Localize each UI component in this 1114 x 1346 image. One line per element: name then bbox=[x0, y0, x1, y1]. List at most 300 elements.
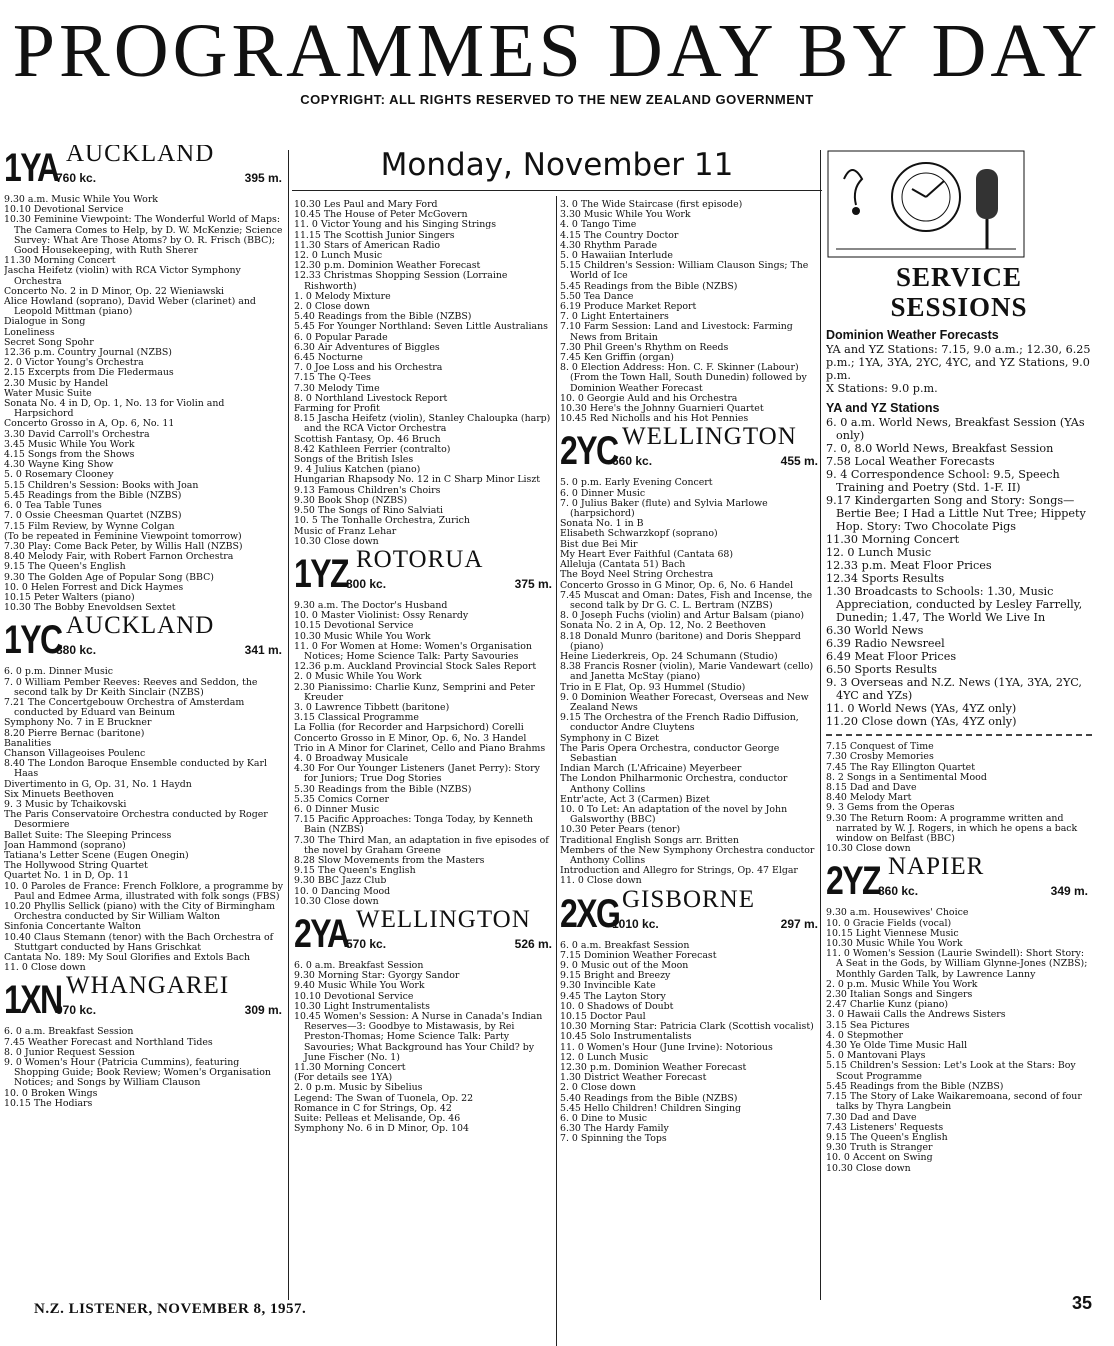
programme-item: 2. 0 Close down bbox=[294, 301, 370, 313]
programme-item: 9.15 The Queen's English bbox=[294, 865, 416, 877]
programme-item: 7.30 Phil Green's Rhythm on Reeds bbox=[560, 341, 729, 353]
programme-item: 12. 0 Lunch Music bbox=[294, 250, 383, 262]
ya-yz-stations-list bbox=[826, 416, 1092, 728]
programme-item: 11.30 Morning Concert bbox=[4, 255, 116, 267]
programme-item: 12.36 p.m. Auckland Provincial Stock Sales Report bbox=[294, 661, 537, 673]
programme-item: 12. 0 Lunch Music bbox=[560, 1051, 649, 1063]
programme-item: 11. 0 Close down bbox=[560, 875, 642, 887]
programme-item: 6.19 Produce Market Report bbox=[560, 301, 697, 313]
column-divider-2 bbox=[556, 196, 557, 1346]
programme-item: The Paris Opera Orchestra, conductor George Sebastian bbox=[560, 742, 780, 764]
programme-item: 3.30 Music While You Work bbox=[560, 209, 691, 221]
programme-item: 7.21 The Concertgebouw Orchestra of Amsterdam conducted by Eduard van Beinum bbox=[4, 696, 245, 719]
programme-item: 2. 0 p.m. Music by Sibelius bbox=[294, 1082, 423, 1094]
programme-item: 10. 0 Gracie Fields (vocal) bbox=[826, 917, 952, 929]
service-item: 7. 0, 8.0 World News, Breakfast Session bbox=[826, 442, 1054, 456]
programme-item: 9.13 Famous Children's Choirs bbox=[294, 484, 441, 496]
programme-item: 9.15 The Queen's English bbox=[826, 1131, 948, 1143]
programme-item: Sonata No. 1 in B bbox=[560, 518, 644, 530]
programme-item: 10.15 The Hodiars bbox=[4, 1097, 93, 1109]
programme-item: Songs of the British Isles bbox=[294, 454, 414, 466]
programme-item: 7. 0 Spinning the Tops bbox=[560, 1133, 667, 1145]
programme-item: Farming for Profit bbox=[294, 403, 380, 415]
programme-item: Six Minuets Beethoven bbox=[4, 788, 114, 800]
programme-item: 10.20 Phyllis Sellick (piano) with the City of Birmingham Orchestra conducted by Sir William Walton bbox=[4, 901, 275, 923]
day-title: Monday, November 11 bbox=[380, 147, 734, 183]
programme-item: 9. 0 Music out of the Moon bbox=[560, 960, 689, 971]
service-item: 11.20 Close down (YAs, 4YZ only) bbox=[826, 715, 1017, 729]
programme-item: 7.45 Ken Griffin (organ) bbox=[560, 352, 674, 364]
service-sessions-title: SERVICE SESSIONS bbox=[890, 262, 1028, 323]
column-3 bbox=[560, 200, 822, 1305]
ya-yz-stations-heading: YA and YZ Stations bbox=[826, 401, 940, 416]
programme-item: Traditional English Songs arr. Britten bbox=[560, 834, 739, 846]
programme-item: 10.30 Peter Pears (tenor) bbox=[560, 824, 681, 836]
programme-item: 1.30 District Weather Forecast bbox=[560, 1072, 707, 1084]
station-wavelength: 349 m. bbox=[1050, 884, 1088, 899]
day-title-rule bbox=[292, 190, 822, 191]
programme-item: 10.30 The Bobby Enevoldsen Sextet bbox=[4, 602, 176, 614]
programme-item: 8.40 Melody Fair, with Robert Farnon Orchestra bbox=[4, 551, 234, 563]
programme-item: Alleluja (Cantata 51) Bach bbox=[560, 559, 686, 571]
station-header-1ya bbox=[4, 147, 286, 191]
programme-list-1yz bbox=[294, 601, 556, 907]
programme-item: 7.30 The Third Man, an adaptation in five episodes of the novel by Graham Greene bbox=[294, 834, 549, 856]
station-code: 1YZ bbox=[294, 551, 348, 596]
programme-item: Sonata No. 2 in A, Op. 12, No. 2 Beethoven bbox=[560, 620, 766, 632]
radio-microphone-illustration bbox=[826, 149, 1026, 259]
station-frequency: 800 kc. bbox=[346, 576, 387, 591]
station-wavelength: 341 m. bbox=[244, 643, 282, 658]
station-wavelength: 526 m. bbox=[514, 937, 552, 951]
programme-item: 9.15 Bright and Breezy bbox=[560, 970, 671, 982]
service-item: 12. 0 Lunch Music bbox=[826, 546, 932, 560]
programme-item: 12.30 p.m. Dominion Weather Forecast bbox=[560, 1062, 747, 1074]
programme-item: 10.15 Devotional Service bbox=[294, 620, 414, 632]
programme-item: 8. 2 Songs in a Sentimental Mood bbox=[826, 771, 987, 783]
programme-item: 3.15 Sea Pictures bbox=[826, 1019, 910, 1031]
programme-item: 7.15 The Q-Tees bbox=[294, 372, 371, 384]
station-frequency: 1010 kc. bbox=[612, 916, 659, 931]
programme-item: Concerto Grosso in E Minor, Op. 6, No. 3 Handel bbox=[294, 732, 527, 744]
programme-item: 2. 0 Close down bbox=[560, 1082, 636, 1094]
programme-item: 2. 0 p.m. Music While You Work bbox=[826, 978, 978, 990]
programme-item: 10.40 Claus Stemann (tenor) with the Bach Orchestra of Stuttgart conducted by Hans Grischkat bbox=[4, 931, 274, 953]
station-city: GISBORNE bbox=[622, 885, 756, 913]
programme-item: 9.40 Music While You Work bbox=[294, 980, 425, 992]
programme-item: 6.30 The Hardy Family bbox=[560, 1123, 669, 1135]
programme-item: Jascha Heifetz (violin) with RCA Victor Symphony Orchestra bbox=[4, 265, 241, 287]
programme-item: 6. 0 Dinner Music bbox=[560, 487, 646, 499]
programme-item: 4. 0 Broadway Musicale bbox=[294, 752, 409, 764]
programme-item: 10.15 Peter Walters (piano) bbox=[4, 591, 135, 603]
programme-item: Cantata No. 189: My Soul Glorifies and Extols Bach bbox=[4, 952, 251, 964]
programme-item: 5.45 Readings from the Bible (NZBS) bbox=[4, 489, 182, 501]
programme-item: 7. 0 Ossie Cheesman Quartet (NZBS) bbox=[4, 510, 182, 522]
programme-item: Concerto Grosso in G Minor, Op. 6, No. 6 Handel bbox=[560, 579, 794, 591]
programme-item: 4.30 Wayne King Show bbox=[4, 459, 114, 471]
programme-item: 2.30 Italian Songs and Singers bbox=[826, 989, 973, 1001]
programme-item: Suite: Pelleas et Melisande, Op. 46 bbox=[294, 1113, 461, 1125]
programme-list-continued bbox=[560, 200, 822, 424]
station-frequency: 880 kc. bbox=[56, 643, 97, 658]
station-header-1yc bbox=[4, 612, 286, 663]
programme-item: Alice Howland (soprano), David Weber (clarinet) and Leopold Mittman (piano) bbox=[4, 296, 256, 318]
service-item: 9.17 Kindergarten Song and Story: Songs—Bertie Bee; I Had a Little Nut Tree; Hippety Hop. Story: Two Chocolate Pigs bbox=[826, 494, 1086, 534]
station-wavelength: 455 m. bbox=[780, 454, 818, 469]
programme-item: 7.43 Listeners' Requests bbox=[826, 1121, 944, 1133]
programme-item: The Boyd Neel String Orchestra bbox=[560, 569, 714, 581]
programme-item: 8.28 Slow Movements from the Masters bbox=[294, 854, 485, 866]
programme-item: 10.15 Light Viennese Music bbox=[826, 927, 959, 939]
programme-item: 8.40 The London Baroque Ensemble conducted by Karl Haas bbox=[4, 758, 267, 780]
programme-item: 10.30 Music While You Work bbox=[826, 938, 963, 950]
programme-item: 5.45 For Younger Northland: Seven Little Australians bbox=[294, 321, 548, 333]
programme-item: 6. 0 a.m. Breakfast Session bbox=[294, 960, 424, 971]
programme-item: 8.42 Kathleen Ferrier (contralto) bbox=[294, 443, 451, 455]
station-frequency: 860 kc. bbox=[878, 884, 919, 899]
programme-item: 7.30 Dad and Dave bbox=[826, 1111, 917, 1123]
station-city: NAPIER bbox=[888, 853, 985, 881]
programme-item: 10.30 Close down bbox=[826, 843, 911, 855]
programme-item: 9.15 The Queen's English bbox=[4, 561, 126, 573]
weather-forecasts-heading: Dominion Weather Forecasts bbox=[826, 328, 999, 343]
programme-list-2yz bbox=[826, 908, 1092, 1173]
programme-item: (To be repeated in Feminine Viewpoint tomorrow) bbox=[4, 530, 242, 542]
station-city: AUCKLAND bbox=[66, 612, 215, 640]
programme-item: 8.15 Dad and Dave bbox=[826, 782, 917, 794]
service-item: 7.58 Local Weather Forecasts bbox=[826, 455, 995, 469]
station-city: AUCKLAND bbox=[66, 145, 215, 167]
station-wavelength: 395 m. bbox=[244, 171, 282, 185]
programme-item: 2.15 Excerpts from Die Fledermaus bbox=[4, 367, 174, 379]
programme-item: Loneliness bbox=[4, 326, 55, 338]
programme-item: 7.10 Farm Session: Land and Livestock: Farming News from Britain bbox=[560, 321, 793, 343]
programme-item: 1. 0 Melody Mixture bbox=[294, 290, 391, 302]
programme-item: 11. 0 Women's Session (Laurie Swindell): Short Story: A Seat in the Gods, by William Glynne-Jones (NZBS); Monthly Garden Talk, by Lawrence Lanny bbox=[826, 948, 1088, 980]
publication-footer: N.Z. LISTENER, NOVEMBER 8, 1957. bbox=[34, 1301, 307, 1317]
programme-item: 11.30 Morning Concert bbox=[294, 1062, 406, 1074]
programme-item: 6. 0 Tea Table Tunes bbox=[4, 500, 102, 512]
station-city: ROTORUA bbox=[356, 545, 484, 573]
programme-item: 10.45 Red Nicholls and his Hot Pennies bbox=[560, 413, 749, 425]
masthead-title: PROGRAMMES DAY BY DAY bbox=[12, 9, 1102, 93]
programme-item: 5.15 Children's Session: Let's Look at the Stars: Boy Scout Programme bbox=[826, 1060, 1076, 1082]
station-code: 2YC bbox=[560, 429, 618, 474]
service-item: 6. 0 a.m. World News, Breakfast Session (YAs only) bbox=[826, 416, 1085, 443]
programme-item: Introduction and Allegro for Strings, Op. 47 Elgar bbox=[560, 865, 798, 877]
weather-x-stations-text: X Stations: 9.0 p.m. bbox=[826, 382, 938, 396]
programme-item: 11.15 The Scottish Junior Singers bbox=[294, 229, 455, 241]
programme-item: 12.30 p.m. Dominion Weather Forecast bbox=[294, 260, 481, 272]
programme-item: 10. 0 Master Violinist: Ossy Renardy bbox=[294, 610, 469, 622]
programme-item: 11. 0 For Women at Home: Women's Organisation Notices; Home Science Talk: Party Savouries bbox=[294, 640, 532, 662]
programme-item: 9.30 The Golden Age of Popular Song (BBC) bbox=[4, 571, 214, 583]
programme-item: Symphony No. 7 in E Bruckner bbox=[4, 717, 152, 729]
column-4 bbox=[826, 145, 1092, 1305]
column-2 bbox=[294, 200, 556, 1305]
programme-item: 9. 3 Music by Tchaikovski bbox=[4, 798, 127, 810]
programme-item: 7. 0 Julius Baker (flute) and Sylvia Marlowe (harpsichord) bbox=[560, 497, 768, 520]
programme-item: 10.15 Doctor Paul bbox=[560, 1011, 646, 1023]
programme-item: Entr'acte, Act 3 (Carmen) Bizet bbox=[560, 793, 710, 805]
programme-item: Trio in A Minor for Clarinet, Cello and Piano Brahms bbox=[294, 742, 546, 754]
programme-item: 9.30 Book Shop (NZBS) bbox=[294, 494, 408, 506]
station-code: 2YA bbox=[294, 912, 349, 956]
programme-item: 7.45 Weather Forecast and Northland Tides bbox=[4, 1036, 213, 1048]
programme-item: 9. 0 Dominion Weather Forecast, Overseas and New Zealand News bbox=[560, 691, 809, 713]
programme-item: 7.30 Crosby Memories bbox=[826, 751, 934, 763]
programme-item: 10.30 Here's the Johnny Guarnieri Quartet bbox=[560, 403, 764, 415]
programme-item: 5. 0 p.m. Early Evening Concert bbox=[560, 477, 713, 489]
programme-list-2yc bbox=[560, 478, 822, 886]
programme-item: 5.15 Children's Session: Books with Joan bbox=[4, 479, 199, 491]
programme-item: Concerto Grosso in A, Op. 6, No. 11 bbox=[4, 418, 175, 430]
station-header-2xg bbox=[560, 885, 822, 937]
programme-item: 3. 0 Lawrence Tibbett (baritone) bbox=[294, 701, 450, 713]
programme-item: 10. 5 The Tonhalle Orchestra, Zurich bbox=[294, 515, 470, 527]
programme-item: 10. 0 Broken Wings bbox=[4, 1087, 98, 1099]
programme-item: 9.30 Truth is Stranger bbox=[826, 1142, 933, 1154]
programme-item: Bist due Bei Mir bbox=[560, 538, 638, 550]
station-code: 1XN bbox=[4, 978, 62, 1023]
programme-item: 9.30 BBC Jazz Club bbox=[294, 875, 387, 887]
programme-item: 11. 0 Close down bbox=[4, 962, 86, 974]
service-item: 11. 0 World News (YAs, 4YZ only) bbox=[826, 702, 1017, 716]
programme-item: 8. 0 Northland Livestock Report bbox=[294, 392, 448, 404]
programme-item: 10.10 Devotional Service bbox=[4, 204, 124, 216]
station-wavelength: 309 m. bbox=[244, 1003, 282, 1018]
programme-item: Secret Song Spohr bbox=[4, 336, 94, 348]
programme-item: 9.30 a.m. Housewives' Choice bbox=[826, 907, 969, 919]
programme-item: Tatiana's Letter Scene (Eugen Onegin) bbox=[4, 849, 189, 861]
programme-item: 6. 0 Dinner Music bbox=[294, 803, 380, 815]
programme-item: Sinfonia Concertante Walton bbox=[4, 921, 141, 933]
programme-item: (For details see 1YA) bbox=[294, 1072, 393, 1084]
programme-item: 7.15 The Story of Lake Waikaremoana, second of four talks by Thyra Langbein bbox=[826, 1091, 1082, 1113]
programme-item: 5. 0 Rosemary Clooney bbox=[4, 469, 114, 481]
programme-item: 5.30 Readings from the Bible (NZBS) bbox=[294, 783, 472, 795]
programme-item: 5. 0 Hawaiian Interlude bbox=[560, 250, 673, 262]
programme-item: 10. 0 Accent on Swing bbox=[826, 1152, 933, 1164]
station-frequency: 760 kc. bbox=[56, 171, 97, 185]
programme-item: 10.45 Solo Instrumentalists bbox=[560, 1031, 692, 1043]
programme-item: 12.36 p.m. Country Journal (NZBS) bbox=[4, 347, 172, 359]
programme-item: 9.30 a.m. The Doctor's Husband bbox=[294, 599, 448, 611]
programme-item: 10.30 Feminine Viewpoint: The Wonderful World of Maps: The Camera Comes to Help, by D. W. McKenzie; Science Survey: What Are Those Atoms? by O. R. Frisch (BBC); Good Housekeeping, with Ruth Sherer bbox=[4, 214, 283, 257]
programme-item: 10.30 Close down bbox=[294, 535, 379, 547]
programme-item: Romance in C for Strings, Op. 42 bbox=[294, 1102, 452, 1114]
programme-item: 10.30 Close down bbox=[826, 1162, 911, 1174]
programme-item: 10.30 Music While You Work bbox=[294, 630, 431, 642]
programme-item: 6.30 Air Adventures of Biggles bbox=[294, 341, 440, 353]
programme-item: Symphony in C Bizet bbox=[560, 732, 659, 744]
station-city: WELLINGTON bbox=[622, 423, 797, 451]
programme-item: 10. 0 To Let: An adaptation of the novel by John Galsworthy (BBC) bbox=[560, 803, 788, 826]
programme-item: 10.45 The House of Peter McGovern bbox=[294, 209, 468, 221]
programme-item: Chanson Villageoises Poulenc bbox=[4, 747, 146, 759]
programme-item: 8. 0 Joseph Fuchs (violin) and Artur Balsam (piano) bbox=[560, 610, 805, 622]
programme-list-1yc bbox=[4, 667, 286, 973]
programme-item: 6. 0 Dine to Music bbox=[560, 1113, 648, 1125]
programme-item: 7. 0 William Pember Reeves: Reeves and Seddon, the second talk by Dr Keith Sinclair (NZBS) bbox=[4, 676, 258, 698]
programme-item: 9.50 The Songs of Rino Salviati bbox=[294, 505, 444, 517]
copyright-notice: COPYRIGHT: ALL RIGHTS RESERVED TO THE NEW ZEALAND GOVERNMENT bbox=[300, 92, 814, 107]
programme-item: My Heart Ever Faithful (Cantata 68) bbox=[560, 548, 734, 560]
programme-item: Dialogue in Song bbox=[4, 316, 86, 328]
programme-item: Trio in E Flat, Op. 93 Hummel (Studio) bbox=[560, 681, 746, 693]
programme-item: 9. 0 Women's Hour (Patricia Cummins), featuring Shopping Guide; Book Review; Women's Organisation Notices; and Songs by William Clauson bbox=[4, 1057, 271, 1089]
station-code: 2YZ bbox=[826, 859, 880, 904]
programme-item: 10. 0 Helen Forrest and Dick Haymes bbox=[4, 581, 184, 593]
programme-item: Joan Hammond (soprano) bbox=[4, 839, 126, 851]
programme-item: 10. 0 Shadows of Doubt bbox=[560, 1000, 674, 1012]
station-code: 2XG bbox=[560, 891, 620, 936]
programme-item: Hungarian Rhapsody No. 12 in C Sharp Minor Liszt bbox=[294, 474, 541, 486]
programme-item: 3. 0 Hawaii Calls the Andrews Sisters bbox=[826, 1009, 1006, 1021]
programme-item: Ballet Suite: The Sleeping Princess bbox=[4, 829, 172, 841]
programme-item: 5.45 Readings from the Bible (NZBS) bbox=[560, 280, 738, 292]
programme-item: 10. 0 Georgie Auld and his Orchestra bbox=[560, 392, 738, 404]
page-number: 35 bbox=[1071, 1293, 1092, 1313]
programme-item: 7. 0 Joe Loss and his Orchestra bbox=[294, 362, 443, 374]
programme-item: 7. 0 Light Entertainers bbox=[560, 311, 669, 323]
station-code: 1YC bbox=[4, 618, 62, 663]
station-header-1yz bbox=[294, 545, 556, 597]
weather-forecasts-text: YA and YZ Stations: 7.15, 9.0 a.m.; 12.30, 6.25 p.m.; 1YA, 3YA, 2YC, 4YC, and YZ Stations, 9.0 p.m. bbox=[826, 343, 1091, 383]
programme-item: 6. 0 Popular Parade bbox=[294, 331, 388, 343]
programme-item: Music of Franz Lehar bbox=[294, 525, 397, 537]
programme-item: The Hollywood String Quartet bbox=[4, 860, 148, 872]
programme-item: 4.30 Rhythm Parade bbox=[560, 239, 658, 251]
programme-item: Banalities bbox=[4, 737, 52, 749]
service-item: 11.30 Morning Concert bbox=[826, 533, 960, 547]
programme-item: 10.10 Devotional Service bbox=[294, 990, 414, 1002]
programme-item: 9.15 The Orchestra of the French Radio Diffusion, conductor Andre Cluytens bbox=[560, 712, 799, 734]
programme-item: 5.15 Children's Session: William Clauson Sings; The World of Ice bbox=[560, 260, 809, 282]
programme-item: 7.45 The Ray Ellington Quartet bbox=[826, 761, 975, 773]
programme-item: 11. 0 Victor Young and his Singing Strings bbox=[294, 219, 497, 231]
programme-item: 5.40 Readings from the Bible (NZBS) bbox=[294, 311, 472, 323]
programme-item: 8.20 Pierre Bernac (baritone) bbox=[4, 727, 145, 739]
station-wavelength: 297 m. bbox=[780, 916, 818, 931]
station-wavelength: 375 m. bbox=[514, 576, 552, 591]
service-item: 1.30 Broadcasts to Schools: 1.30, Music Appreciation, conducted by Lesley Farrelly, Dunedin; 1.47, The World We Live In bbox=[826, 585, 1083, 625]
programme-item: 10.45 Women's Session: A Nurse in Canada's Indian Reserves—3: Goodbye to Mistawasis, by Rei Preston-Thomas; Home Science Talk: Party Savouries; What Background has Your Child? by June Fischer (No. 1) bbox=[294, 1011, 543, 1063]
programme-item: 8.15 Jascha Heifetz (violin), Stanley Chaloupka (harp) and the RCA Victor Orchestra bbox=[294, 413, 551, 435]
programme-item: 9. 4 Julius Katchen (piano) bbox=[294, 464, 421, 476]
programme-item: 9.30 a.m. Music While You Work bbox=[4, 194, 158, 205]
programme-item: 3.30 David Carroll's Orchestra bbox=[4, 428, 150, 440]
programme-item: 5.45 Readings from the Bible (NZBS) bbox=[826, 1080, 1004, 1092]
programme-list-2xg bbox=[560, 941, 822, 1145]
programme-item: 10.30 Light Instrumentalists bbox=[294, 1000, 430, 1012]
service-item: 12.34 Sports Results bbox=[826, 572, 945, 586]
service-item: 12.33 p.m. Meat Floor Prices bbox=[826, 559, 992, 573]
programme-item: 12.33 Christmas Shopping Session (Lorraine Rishworth) bbox=[294, 270, 508, 292]
programme-item: 4.30 Ye Olde Time Music Hall bbox=[826, 1040, 968, 1052]
programme-item: The London Philharmonic Orchestra, conductor Anthony Collins bbox=[560, 773, 788, 795]
programme-item: The Paris Conservatoire Orchestra conducted by Roger Desormiere bbox=[4, 809, 268, 831]
programme-item: La Follia (for Recorder and Harpsichord) Corelli bbox=[294, 722, 524, 734]
station-header-2yz bbox=[826, 853, 1092, 904]
programme-item: 10.30 Les Paul and Mary Ford bbox=[294, 200, 438, 210]
programme-item: 5.35 Comics Corner bbox=[294, 793, 389, 805]
programme-item: 9.30 Morning Star: Gyorgy Sandor bbox=[294, 970, 460, 982]
station-frequency: 660 kc. bbox=[612, 454, 653, 469]
section-divider bbox=[826, 734, 1092, 736]
programme-item: 7.30 Play: Come Back Peter, by Willis Hall (NZBS) bbox=[4, 540, 243, 552]
programme-item: Quartet No. 1 in D, Op. 11 bbox=[4, 870, 130, 882]
programme-list-continued-col4 bbox=[826, 742, 1092, 854]
station-header-2ya bbox=[294, 906, 556, 957]
programme-item: Water Music Suite bbox=[4, 387, 92, 399]
station-code: 1YA bbox=[4, 146, 59, 190]
programme-item: 8. 0 Election Address: Hon. C. F. Skinner (Labour) (From the Town Hall, South Dunedin) followed by Dominion Weather Forecast bbox=[560, 362, 807, 394]
programme-item: 2.30 Pianissimo: Charlie Kunz, Semprini and Peter Kreuder bbox=[294, 681, 535, 703]
programme-item: Scottish Fantasy, Op. 46 Bruch bbox=[294, 433, 441, 445]
programme-item: 4.15 Songs from the Shows bbox=[4, 449, 135, 461]
programme-item: 5.50 Tea Dance bbox=[560, 290, 634, 302]
programme-item: 4. 0 Tango Time bbox=[560, 219, 637, 231]
programme-item: 8.40 Melody Mart bbox=[826, 792, 912, 804]
programme-item: 3.15 Classical Programme bbox=[294, 712, 419, 724]
programme-item: 7.30 Melody Time bbox=[294, 382, 380, 394]
programme-item: 5.45 Hello Children! Children Singing bbox=[560, 1102, 741, 1114]
programme-list-1ya bbox=[4, 195, 286, 613]
programme-item: Indian March (L'Africaine) Meyerbeer bbox=[560, 763, 742, 775]
programme-item: 11.30 Stars of American Radio bbox=[294, 239, 441, 251]
programme-item: 6. 0 a.m. Breakfast Session bbox=[4, 1026, 134, 1038]
programme-item: 8. 0 Junior Request Session bbox=[4, 1046, 135, 1058]
station-header-1xn bbox=[4, 972, 286, 1023]
programme-item: 4.15 The Country Doctor bbox=[560, 229, 679, 241]
service-item: 6.49 Meat Floor Prices bbox=[826, 650, 957, 664]
programme-item: 9.30 Invincible Kate bbox=[560, 980, 656, 992]
programme-item: 7.15 Dominion Weather Forecast bbox=[560, 949, 717, 961]
programme-item: 9.45 The Layton Story bbox=[560, 990, 666, 1002]
programme-item: 11. 0 Women's Hour (June Irvine): Notorious bbox=[560, 1041, 773, 1053]
programme-item: 5. 0 Mantovani Plays bbox=[826, 1050, 926, 1062]
programme-item: Legend: The Swan of Tuonela, Op. 22 bbox=[294, 1092, 474, 1104]
programme-item: Sonata No. 4 in D, Op. 1, No. 13 for Violin and Harpsichord bbox=[4, 398, 225, 420]
programme-list-2ya bbox=[294, 961, 556, 1134]
station-city: WELLINGTON bbox=[356, 906, 531, 933]
programme-item: 4. 0 Stepmother bbox=[826, 1029, 903, 1041]
column-divider-1 bbox=[288, 150, 289, 1300]
station-city: WHANGAREI bbox=[66, 972, 230, 1000]
service-item: 9. 3 Overseas and N.Z. News (1YA, 3YA, 2YC, 4YC and YZs) bbox=[826, 676, 1082, 703]
programme-item: 5.40 Readings from the Bible (NZBS) bbox=[560, 1092, 738, 1104]
programme-item: 9.30 The Return Room: A programme written and narrated by W. J. Rogers, in which he opens a back window on Belfast (BBC) bbox=[826, 812, 1078, 845]
programme-list-1xn bbox=[4, 1027, 286, 1109]
programme-item: 2.30 Music by Handel bbox=[4, 377, 109, 389]
service-item: 9. 4 Correspondence School: 9.5, Speech Training and Poetry (Std. 1-F. II) bbox=[826, 468, 1060, 495]
programme-item: Symphony No. 6 in D Minor, Op. 104 bbox=[294, 1123, 469, 1135]
programme-item: 2. 0 Victor Young's Orchestra bbox=[4, 357, 144, 369]
programme-item: 7.15 Pacific Approaches: Tonga Today, by Kenneth Bain (NZBS) bbox=[294, 814, 533, 836]
programme-item: 10. 0 Paroles de France: French Folklore, a programme by Paul and Edmee Arma, illustrated with folk songs (FBS) bbox=[4, 880, 284, 902]
station-frequency: 570 kc. bbox=[346, 937, 387, 951]
programme-item: 7.45 Muscat and Oman: Dates, Fish and Incense, the second talk by Dr G. C. L. Bertram (NZBS) bbox=[560, 589, 813, 611]
programme-item: 10.30 Morning Star: Patricia Clark (Scottish vocalist) bbox=[560, 1021, 814, 1033]
programme-item: Heine Liederkreis, Op. 24 Schumann (Studio) bbox=[560, 650, 778, 662]
programme-item: 3.45 Music While You Work bbox=[4, 438, 135, 450]
programme-item: 6. 0 a.m. Breakfast Session bbox=[560, 939, 690, 951]
programme-item: 10. 0 Dancing Mood bbox=[294, 885, 391, 897]
programme-item: 7.15 Film Review, by Wynne Colgan bbox=[4, 520, 175, 532]
service-item: 6.30 World News bbox=[826, 624, 924, 638]
